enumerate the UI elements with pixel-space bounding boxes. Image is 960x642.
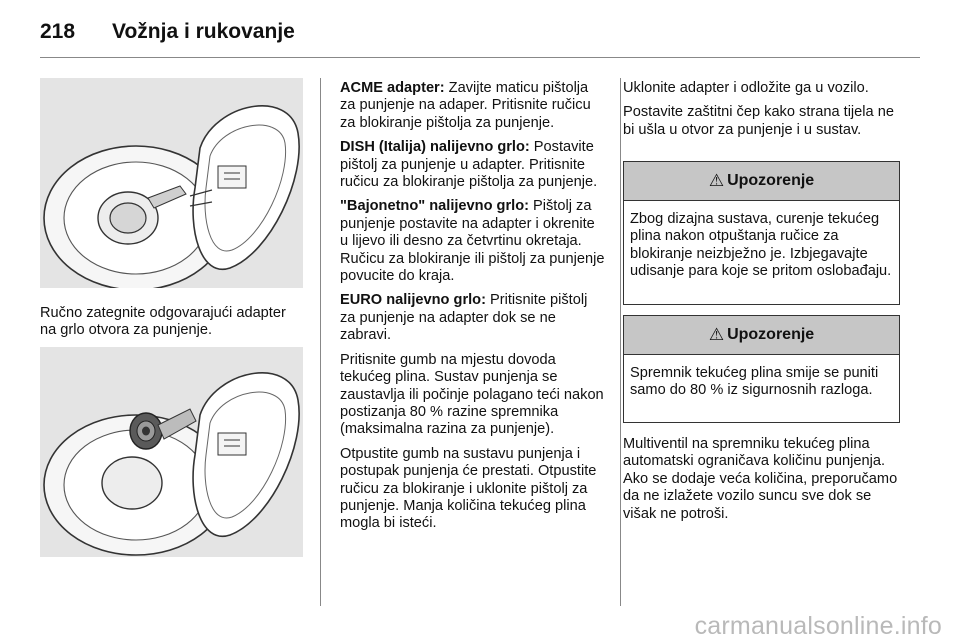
release-button-paragraph: Otpustite gumb na sustavu punjenja i postupak punjenja će prestati. Otpustite ručicu za blokiranje i uklonite pištolj za punjenje. Manja količina tekućeg plina mogla bi isteći.	[340, 445, 597, 532]
acme-adapter-label: ACME adapter:	[340, 80, 445, 96]
right-column-bottom	[623, 436, 905, 530]
warning-triangle-icon: ⚠	[708, 171, 725, 190]
warning-title: Upozorenje	[727, 326, 815, 343]
warning-box-vapours	[623, 161, 900, 305]
watermark: carmanualsonline.info	[694, 612, 942, 640]
protective-cap-paragraph: Postavite zaštitni čep kako strana tijela ne bi ušla u otvor za punjenje i u sustav.	[623, 104, 894, 138]
warning-title: Upozorenje	[727, 172, 815, 189]
multivalve-paragraph: Multiventil na spremniku tekućeg plina automatski ograničava količinu punjenja. Ako se dodaje veća količina, preporučamo da ne izlažete vozilo suncu sve dok se višak ne potroši.	[623, 436, 898, 522]
warning-header	[624, 162, 899, 201]
page-header	[40, 14, 920, 50]
euro-label: EURO nalijevno grlo:	[340, 292, 486, 309]
figure-caption: Ručno zategnite odgovarajući adapter na grlo otvora za punjenje.	[40, 305, 286, 339]
euro-text: Pritisnite pištolj za punjenje na adapter dok se ne zabravi.	[340, 292, 588, 344]
header-divider	[40, 57, 920, 58]
warning-text: Spremnik tekućeg plina smije se puniti samo do 80 % iz sigurnosnih razloga.	[630, 365, 879, 399]
acme-adapter-paragraph	[340, 80, 605, 132]
figure-adapter-mounted	[40, 347, 303, 557]
right-column-top	[623, 80, 905, 146]
warning-triangle-icon: ⚠	[708, 325, 725, 344]
bayonet-label: "Bajonetno" nalijevno grlo:	[340, 198, 529, 215]
bayonet-text: Pištolj za punjenje postavite na adapter i okrenite u lijevo ili desno za četvrtinu okretaja. Ručicu za blokiranje ili pištolj za punjenje povucite do kraja.	[340, 198, 605, 285]
page-title: Vožnja i rukovanje	[112, 20, 295, 43]
remove-adapter-paragraph: Uklonite adapter i odložite ga u vozilo.	[623, 80, 869, 96]
page-number: 218	[40, 20, 76, 43]
dish-text: Postavite pištolj za punjenje u adapter. Pritisnite ručicu za blokiranje pištolja za punjenje.	[340, 139, 598, 191]
dish-paragraph	[340, 139, 605, 191]
warning-header	[624, 316, 899, 355]
column-divider-left	[320, 78, 321, 606]
warning-text: Zbog dizajna sustava, curenje tekućeg plina nakon otpuštanja ručice za blokiranje neizbježno je. Izbjegavajte udisanje para koje se pritom oslobađaju.	[630, 211, 892, 280]
middle-column	[340, 80, 605, 540]
dish-label: DISH (Italija) nalijevno grlo:	[340, 139, 530, 156]
press-button-paragraph: Pritisnite gumb na mjestu dovoda tekućeg plina. Sustav punjenja se zaustavlja ili počinje polagano teći nakon postizanja 80 % razine spremnika (maksimalna razina za punjenje).	[340, 351, 604, 438]
bayonet-paragraph	[340, 198, 605, 285]
acme-adapter-text: Zavijte maticu pištolja za punjenje na adaper. Pritisnite ručicu za blokiranje pištolja za punjenje.	[340, 80, 591, 131]
filler-flap-illustration	[40, 78, 303, 288]
warning-box-fill-limit	[623, 315, 900, 423]
column-divider-right	[620, 78, 621, 606]
adapter-illustration	[40, 347, 303, 557]
figure-filler-flap	[40, 78, 303, 288]
euro-paragraph	[340, 292, 605, 344]
